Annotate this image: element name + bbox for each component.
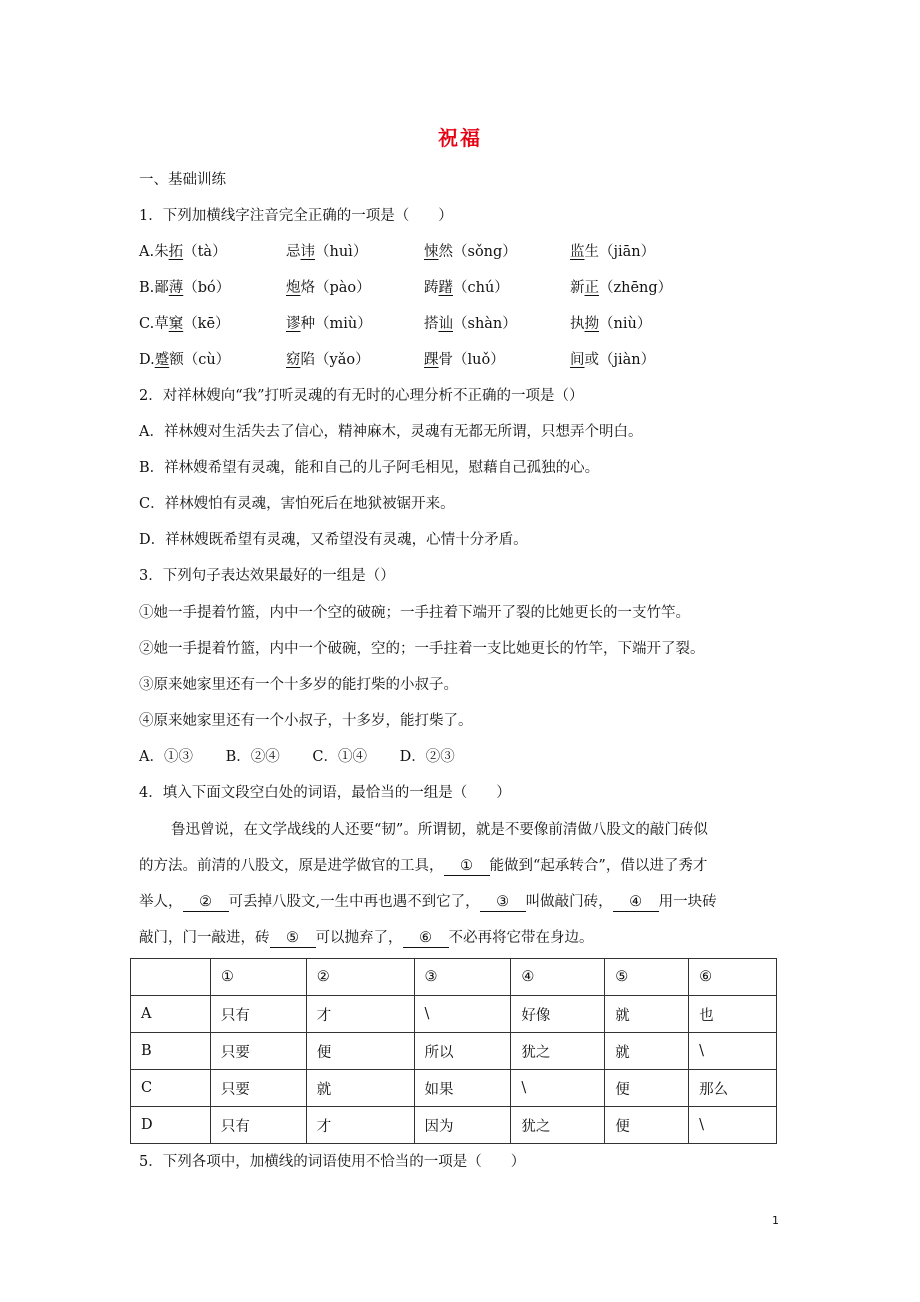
blank-1: ① [444,857,490,876]
blank-2: ② [183,893,229,912]
table-cell: \ [689,1107,777,1144]
table-cell: 犹之 [511,1033,605,1070]
table-cell: 好像 [511,996,605,1033]
table-cell: ① [210,959,306,996]
q3-sentence-2: ②她一手提着竹篮，内中一个破碗，空的；一手拄着一支比她更长的竹竿，下端开了裂。 [139,641,705,657]
table-cell: 只要 [210,1033,306,1070]
table-cell: ⑤ [605,959,689,996]
table-cell: 只有 [210,1107,306,1144]
q3-sentence-3: ③原来她家里还有一个十多岁的能打柴的小叔子。 [139,677,458,693]
q3-stem: 3．下列句子表达效果最好的一组是（） [139,568,395,584]
q2-option-c: C．祥林嫂怕有灵魂，害怕死后在地狱被锯开来。 [139,496,455,512]
q4-paragraph-line-3: 举人， ② 可丢掉八股文,一生中再也遇不到它了， ③ 叫做敲门砖， ④ 用一块砖 [139,894,717,910]
q1-option-a-1: A.朱拓（tà） [139,244,227,260]
table-cell: 所以 [414,1033,511,1070]
table-row [131,1070,777,1107]
table-row [131,1107,777,1144]
q1-option-a-2: 忌讳（huì） [286,244,368,260]
blank-6: ⑥ [403,929,449,948]
q2-stem: 2．对祥林嫂向“我”打听灵魂的有无时的心理分析不正确的一项是（） [139,388,584,404]
table-cell: ④ [511,959,605,996]
q1-stem: 1．下列加横线字注音完全正确的一项是（ ） [139,208,453,224]
q1-option-b-1: B.鄙薄（bó） [139,280,231,296]
underlined-character: 谬 [286,316,301,332]
q1-option-b-4: 新正（zhēng） [570,280,673,296]
table-cell: 便 [605,1070,689,1107]
section-heading: 一、基础训练 [139,172,226,188]
q3-sentence-4: ④原来她家里还有一个小叔子，十多岁，能打柴了。 [139,713,473,729]
underlined-character: 悚 [424,244,439,260]
table-cell [131,959,211,996]
table-cell: C [131,1070,211,1107]
q2-option-b: B．祥林嫂希望有灵魂，能和自己的儿子阿毛相见，慰藉自己孤独的心。 [139,460,600,476]
underlined-character: 踝 [424,352,439,368]
underlined-character: 正 [584,280,599,296]
q3-choices [139,747,455,767]
q1-option-d-2: 窈陷（yǎo） [286,352,370,368]
q3-choice-b: B．②④ [225,749,280,765]
table-cell: 才 [306,996,414,1033]
table-cell: \ [511,1070,605,1107]
q1-option-a-3: 悚然（sǒng） [424,244,517,260]
table-cell: 就 [605,1033,689,1070]
q1-option-c-1: C.草窠（kē） [139,316,230,332]
underlined-character: 讳 [300,244,315,260]
table-cell: 犹之 [511,1107,605,1144]
table-cell: 便 [605,1107,689,1144]
q4-paragraph-line-2: 的方法。前清的八股文，原是进学做官的工具， ① 能做到“起承转合”，借以进了秀才 [139,858,708,874]
table-cell: A [131,996,211,1033]
table-cell: 如果 [414,1070,511,1107]
table-cell: ⑥ [689,959,777,996]
page-number: 1 [772,1214,779,1227]
table-cell: \ [689,1033,777,1070]
underlined-character: 间 [570,352,585,368]
underlined-character: 监 [570,244,585,260]
underlined-character: 讪 [438,316,453,332]
q2-option-d: D．祥林嫂既希望有灵魂，又希望没有灵魂，心情十分矛盾。 [139,532,528,548]
table-cell: \ [414,996,511,1033]
table-row [131,996,777,1033]
table-cell: 只要 [210,1070,306,1107]
q3-choice-a: A．①③ [139,749,193,765]
q4-paragraph-line-1: 鲁迅曾说，在文学战线的人还要“韧”。所谓韧，就是不要像前清做八股文的敲门砖似 [171,822,708,838]
q1-option-d-3: 踝骨（luǒ） [424,352,505,368]
q1-option-d-4: 间或（jiàn） [570,352,656,368]
q3-sentence-1: ①她一手提着竹篮，内中一个空的破碗；一手拄着下端开了裂的比她更长的一支竹竿。 [139,605,690,621]
underlined-character: 薄 [168,280,184,296]
table-cell: 只有 [210,996,306,1033]
table-header-row [131,959,777,996]
table-cell: B [131,1033,211,1070]
q2-option-a: A．祥林嫂对生活失去了信心，精神麻木，灵魂有无都无所谓，只想弄个明白。 [139,424,643,440]
table-cell: D [131,1107,211,1144]
underlined-character: 躇 [438,280,453,296]
q4-answer-table [130,958,777,1144]
table-cell: ② [306,959,414,996]
underlined-character: 拓 [168,244,184,260]
table-cell: 就 [605,996,689,1033]
q1-option-c-2: 谬种（miù） [286,316,372,332]
blank-4: ④ [613,893,659,912]
table-cell: 便 [306,1033,414,1070]
q1-option-b-2: 炮烙（pào） [286,280,371,296]
table-cell: 就 [306,1070,414,1107]
document-title: 祝福 [438,126,482,150]
underlined-character: 窠 [168,316,184,332]
q3-choice-c: C．①④ [312,749,367,765]
underlined-character: 拗 [584,316,599,332]
q4-paragraph-line-4: 敲门，门一敲进，砖 ⑤ 可以抛弃了， ⑥ 不必再将它带在身边。 [139,930,594,946]
q5-stem: 5．下列各项中，加横线的词语使用不恰当的一项是（ ） [139,1154,526,1170]
table-cell: 那么 [689,1070,777,1107]
q1-option-a-4: 监生（jiān） [570,244,656,260]
q1-option-d-1: D.蹙额（cù） [139,352,231,368]
table-cell: 才 [306,1107,414,1144]
q1-option-c-3: 搭讪（shàn） [424,316,517,332]
table-cell: 因为 [414,1107,511,1144]
blank-5: ⑤ [270,929,316,948]
table-cell: 也 [689,996,777,1033]
blank-3: ③ [480,893,526,912]
table-row [131,1033,777,1070]
table-cell: ③ [414,959,511,996]
q3-choice-d: D．②③ [399,749,455,765]
q1-option-c-4: 执拗（niù） [570,316,652,332]
underlined-character: 蹙 [154,352,170,368]
underlined-character: 窈 [286,352,301,368]
underlined-character: 炮 [286,280,301,296]
q1-option-b-3: 踌躇（chú） [424,280,509,296]
q4-stem: 4．填入下面文段空白处的词语，最恰当的一组是（ ） [139,785,511,801]
